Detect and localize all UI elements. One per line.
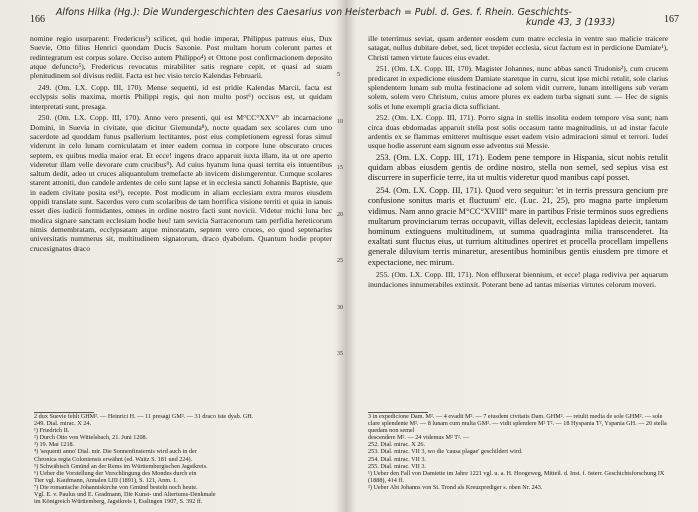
footnote-line: 2 dux Suevie fehlt GHM². — Heinrici H. — 11 presagi GM². — 31 draco iste dyab. GH. [34,413,254,420]
right-paragraph: 254. (Om. LX. Copp. III, 171). Quod vero sequitur: 'et in terris pressura gencium pre confusione sonitus maris et fluctuum' etc. (Luc. 21, 25), pro magna parte impletum vidimus. Nam anno gracie M°CC°XVIII° mare in partibus Frisie terminos suos egrediens multarum provinciarum terras occupavit, villas delevit, ecclesias lapideas deiecit, tantam hominum extinguens multitudinem, ut summa quadraginta milia transcenderet. Ita exaltati sunt fluctus eius, ut turrium altitudines operiret et procella procellam impellens generale diluvium terris minaretur, aresentibus hominibus gentis eiusdem pre timore et expectacione, nec mirum. [368,186,668,267]
right-paragraph: 253. (Om. LX. Copp. III, 171). Eodem pene tempore in Hispania, sicut nobis retulit quidam abbas eiusdem gentis de ordine nostro, stella non semel, sed sepius visa est discurrere in superficie terre, ita ut multis videretur quod manibus capi posset. [368,153,668,183]
footnote-line: 255. Dial. mirac. VII 3. [368,462,426,470]
line-number: 30 [337,305,343,311]
footnote-line: Vgl. E. v. Paulus und E. Gradmann, Die Kunst- und Altertums-Denkmale [34,491,216,499]
footnote-line: ¹) Ueber den Fall von Damiette im Jahre 1221 vgl. u. a. H. Hoogeweg, Mitteil. d. Inst. f. österr. Geschichtsforschung IX (1888), 414 ff. [368,469,665,484]
footnote-line: ²) Durch Otto von Wittelsbach, 21. Juni 1208. [34,434,148,442]
right-column-text [368,34,668,424]
footnote-line: ⁴) 'sequenti anno' Dial. mir. Die Sonnenfinsternis wird auch in der [34,448,197,456]
right-paragraph: ille teterrimus seviat, quam ardenter eosdem cum matre ecclesia in ventre suo malicie traicere satagat, nullus dubitare debet, sed, licet trepidet ecclesia, sicut factum est in perdicione Damiate¹), Christi tamen virtute fauces eius evadet. [368,34,668,62]
left-paragraph: nomine regio usurparent: Fredericus³) scilicet, qui hodie imperat, Philippus patruus eius, Dux Suevie, Otto filius Henrici quondam Ducis Saxonie. Post multam horum colerunt partes et redintegratum est corpus solare. Occiso autem Philippo⁴) et Ottone post confirmacionem deposito atque defuncto⁵), Fredericus revocatus mirabiliter satis regnare cepit, et quasi ad suam plenitudinem sol divisus rediit. Facta est hec visio tercio Kalendas Februarii. [30,34,332,81]
page-number-right: 167 [664,14,679,25]
footnote-line: 3 in expedicione Dam. M². — 4 evadit M². — 7 eiusdem civitatis Dam. GHM². — retulit media de sole GHM². — sole clare splendente M². — 8 lunam cum multa GM². — vidit splendere M² T². — 18 Hyspania T², Yspania GH. — 20 stella quedam non semel [368,413,667,435]
left-column-text [30,34,332,424]
right-footnotes [368,412,668,491]
right-paragraph: 251. (Om. LX. Copp. III, 170). Magister Johannes, nunc abbas sancti Trudonis²), cum crucem predicaret in expedicione eiusdem Damiate staretque in curru, sicut ipse michi retulit, sole clarius splendentem lunam sub multa festinacione ad solem vidit currere, lunam intelligens sub veram solem, solem vero Christum, cuius amore plures ex eadem turba signati sunt. — Hec de signis solis et lune exempli gracia dicta sufficiant. [368,64,668,111]
footnote-line: 253. Dial. mirac. VII 3, wo die 'causa plagae' geschildert wird. [368,448,523,456]
line-number: 20 [337,212,343,218]
line-number: 10 [337,119,343,125]
line-number: 5 [337,72,340,78]
handwritten-citation [56,8,676,28]
footnote-line: ²) Ueber Abt Johanns von St. Trond als Kreuzprediger s. oben Nr. 243. [368,483,543,491]
page-number-left: 166 [30,14,45,25]
handwritten-line-1: Alfons Hilka (Hg.): Die Wundergeschichten des Caesarius von Heisterbach = Publ. d. Ges. f. Rhein. Geschichts- [56,7,572,18]
left-paragraph: 250. (Om. LX. Copp. III, 170). Anno vero presenti, qui est M°CC°XXV° ab incarnacione Domini, in Suevia in civitate, que dicitur Giemunda⁸), nocte quadam sex scolares cum uno sacerdote ad quoddam funus psallerium lectitantes, post eius completionem egressi foras simul viderunt in celo lunam corniculatam et inter eadem cornua in corpore lune obscurato cruces septem, ex quibus media maior erat. Et ecce! ingens draco apparuit iuxta illam, ita ut ore aperto videretur illam velle devorare cum crucibus⁹). Ad cuius hyatum luna quasi territa eis intuentibus saltum dedit, adeo ut cruces aliquantulum tremefacte ab invicem disiungerentur. Cumque scolares starent attoniti, duo candele ardentes de celo sunt lapse et in ecclesia sancti Johannis Baptiste, que in eadem civitate posita est¹), recepte. Post modicum in aliam ecclesiam extra muros eiusdem oppidi translate sunt. Sacerdos vero cum scolaribus de tam horrifica visione territi et quia in ianuis esset dies iudicii formidantes, omnes in ordine nostro facti sunt novicii. Videtur michi luna hec modica signare sanctam ecclesiam hodie heu! tam sevicia Sarracenorum tam perfidia hereticorum nimis demembratam, ecclypsatam atque minoratam, septem vero cruces, eo quod septenarius universitatis nummerus sit, multitudinem signatorum, draco dyabolum. Quantum hodie propter crucesignatos draco [30,113,332,253]
line-number: 25 [337,258,343,264]
footnote-line: Tier vgl. Kaufmann, Annalen LIII (1891), S. 121, Anm. 1. [34,476,178,484]
footnote-line: Chronica regia Coloniensis erwähnt (ed. Waitz S. 181 und 224). [34,455,193,463]
footnote-line: ⁷) Die romanische Johanniskirche von Gmünd besteht noch heute. [34,483,198,491]
handwritten-line-2: kunde 43, 3 (1933) [526,17,616,28]
footnote-line: 254. Dial. mirac. VII 3. [368,455,426,463]
footnote-line: 252. Dial. mirac. X 26. [368,441,426,449]
left-footnotes [34,412,334,505]
footnote-line: ¹) Friedrich II. [34,427,70,435]
footnote-line: ³) 19. Mai 1218. [34,441,75,449]
line-number: 35 [337,351,343,357]
footnote-line: descendere M². — 24 videmus M² T². — [368,434,470,442]
footnote-line: im Königreich Württemberg, Jagstkreis I, Esslingen 1907, S. 392 ff. [34,498,203,506]
line-number: 15 [337,165,343,171]
footnote-line: ⁵) Schwäbisch Gmünd an der Rems im Württembergischen Jagstkreis. [34,462,208,470]
left-paragraph: 249. (Om. LX. Copp. III, 170). Mense sequenti, id est pridie Kalendas Marcii, facta est ecclypsis solis maxima, mortis Philippi regis, qui non multo post⁶) occisus est, ut quidam interpretati sunt, presaga. [30,82,332,111]
footnote-line: ⁶) Ueber die Vorstellung der Verschlingung des Mondes durch ein [34,469,197,477]
footnote-line: 249. Dial. mirac. X 24. [34,420,92,428]
right-paragraph: 252. (Om. LX. Copp. III, 171). Porro signa in stellis insolita eodem tempore visa sunt; nam circa duas ebdomadas apparuit stella post solis occasum tante magnitudinis, ut ad instar facule ardentis ex se flammas emitteret multisque esset eadem visio admiracioni simul et terrori. Iudei usque hodie asserunt eam signum esse adventus sui Messie. [368,113,668,151]
right-paragraph: 255. (Om. LX. Copp. III, 171). Non effluxerat biennium, et ecce! plaga rediviva per aquarum inundaciones innumerabiles extinxit. Poterant bene ad tantas miserias virtutes celorum moveri. [368,270,668,289]
